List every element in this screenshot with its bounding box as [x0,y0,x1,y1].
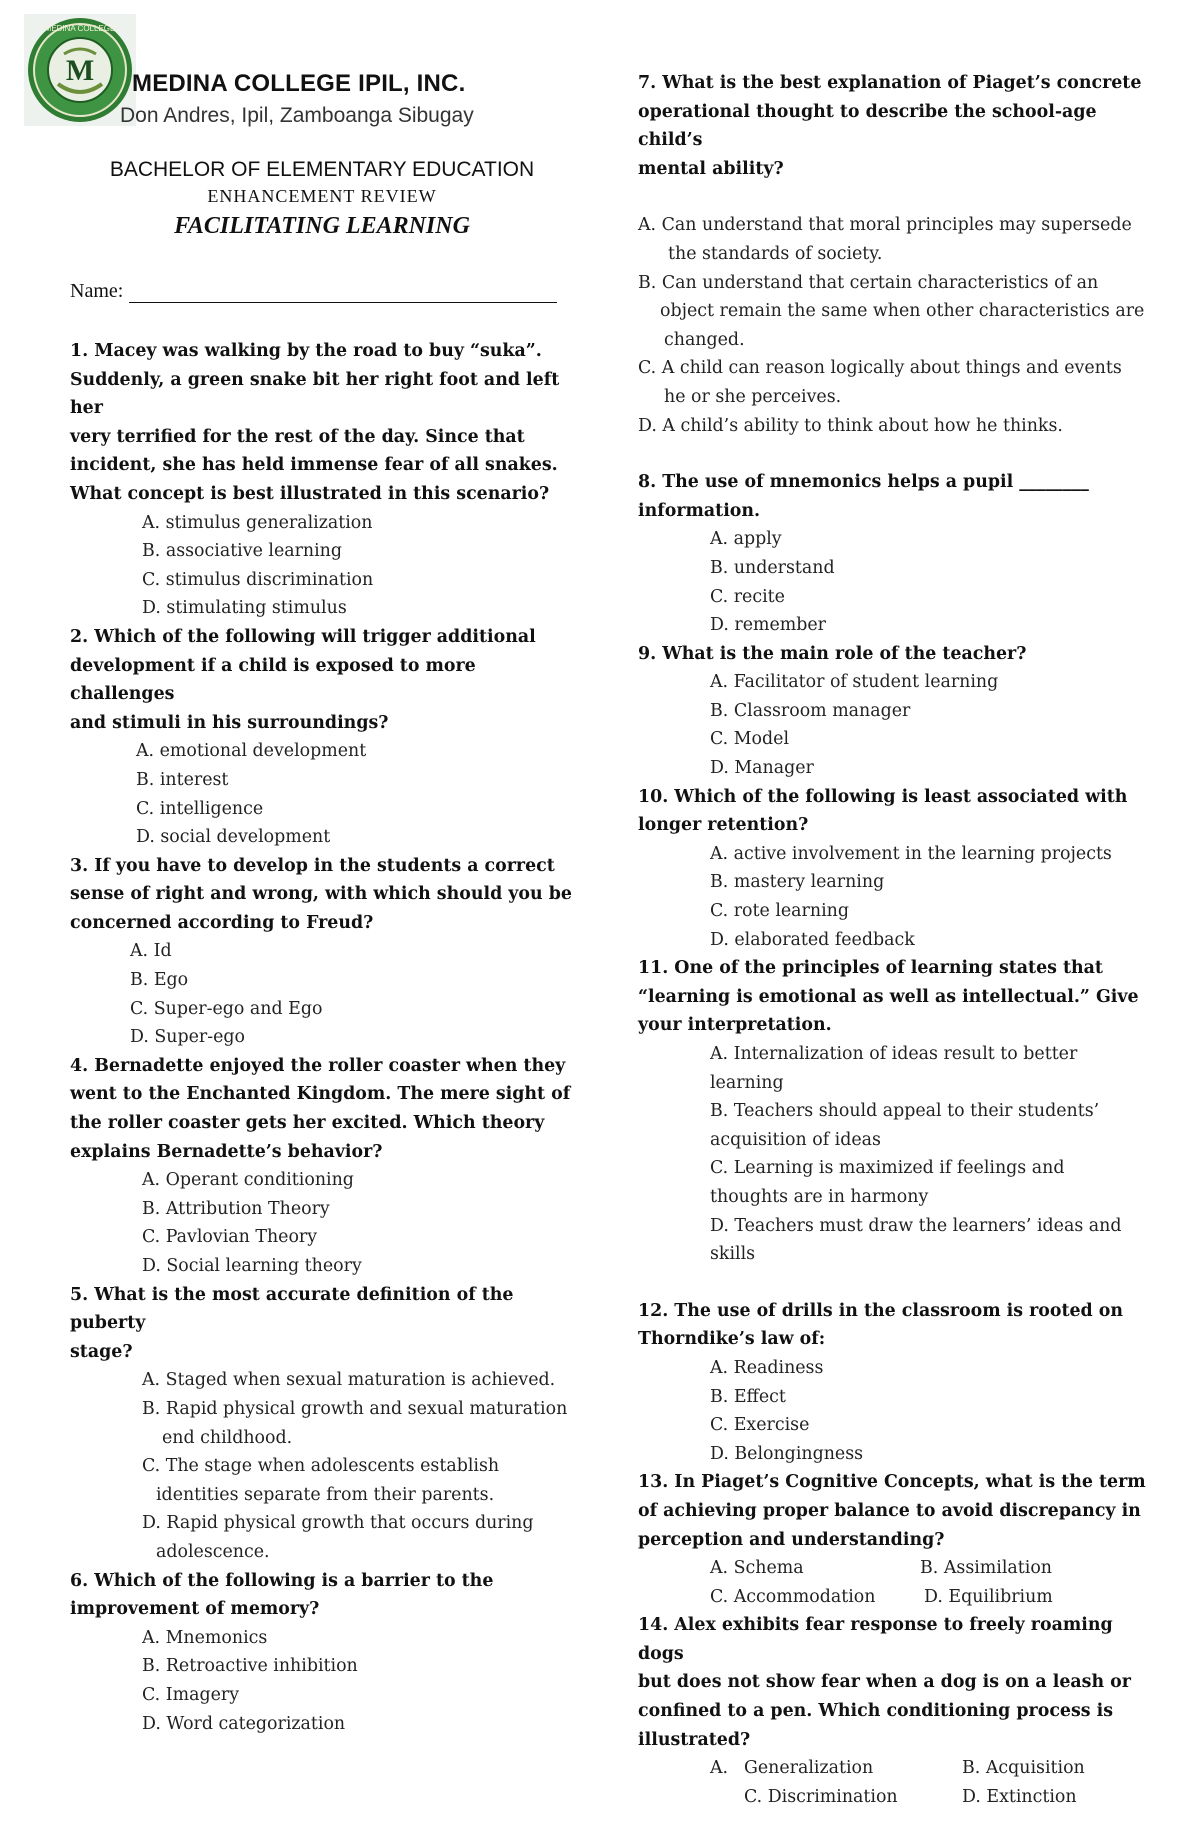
question-4-line: the roller coaster gets her excited. Which theory [70,1113,545,1134]
school-name: MEDINA COLLEGE IPIL, INC. [132,70,466,97]
option-b[interactable]: B. Teachers should appeal to their students’ [710,1101,1100,1122]
option-c[interactable]: C. Accommodation [710,1586,876,1607]
question-3-line: concerned according to Freud? [70,912,374,933]
question-11-line: your interpretation. [638,1015,832,1036]
question-5-line: stage? [70,1341,133,1362]
seal-text: MEDINA COLLEGE [44,24,116,33]
question-7-line: 7. What is the best explanation of Piaget’s concrete [638,73,1142,93]
question-9 [638,640,1148,783]
option-a[interactable]: A. Internalization of ideas result to better [710,1044,1078,1064]
option-b[interactable]: B. Retroactive inhibition [142,1656,358,1677]
option-c[interactable]: C. The stage when adolescents establish [142,1456,500,1477]
option-a[interactable]: Generalization [744,1758,874,1779]
option-a[interactable]: A. Can understand that moral principles may supersede [638,215,1132,236]
question-1-line: What concept is best illustrated in this scenario? [70,483,550,504]
option-b[interactable]: B. Effect [710,1386,786,1407]
question-12-line: Thorndike’s law of: [638,1329,826,1350]
question-8-line: information. [638,500,761,521]
question-7-line: mental ability? [638,158,784,179]
question-13-line: perception and understanding? [638,1529,945,1550]
question-7 [638,69,1148,468]
option-b[interactable]: B. Ego [130,970,189,991]
option-b-continued: object remain the same when other characteristics are [660,301,1145,322]
spacer [638,440,1148,468]
option-a[interactable]: A. emotional development [136,741,367,762]
option-c[interactable]: C. A child can reason logically about things and events [638,358,1122,379]
options-row [744,1783,1148,1812]
school-address: Don Andres, Ipil, Zamboanga Sibugay [120,104,474,127]
spacer [638,1269,1148,1297]
option-d[interactable]: D. Rapid physical growth that occurs during [142,1513,534,1534]
option-b[interactable]: B. Assimilation [920,1558,1053,1579]
question-3-line: sense of right and wrong, with which should you be [70,884,572,905]
option-a[interactable]: A. apply [710,529,782,550]
review-title: ENHANCEMENT REVIEW [207,186,437,206]
option-a-continued: the standards of society. [668,243,883,264]
question-1 [70,337,580,623]
question-9-line: 9. What is the main role of the teacher? [638,643,1027,664]
option-d[interactable]: D. Teachers must draw the learners’ ideas and [710,1215,1122,1236]
question-13-line: 13. In Piaget’s Cognitive Concepts, what is the term [638,1472,1146,1493]
question-10-line: 10. Which of the following is least associated with [638,786,1128,807]
question-11-line: “learning is emotional as well as intellectual.” Give [638,986,1139,1007]
option-c[interactable]: C. Learning is maximized if feelings and [710,1158,1065,1179]
left-column [70,337,580,1738]
question-4-line: explains Bernadette’s behavior? [70,1141,383,1162]
spacer [638,183,1148,211]
option-c[interactable]: C. Super-ego and Ego [130,998,323,1019]
option-a-continued: learning [710,1072,784,1093]
name-field-row [70,280,557,303]
option-c[interactable]: C. Model [710,729,790,750]
question-10 [638,783,1148,955]
option-c[interactable]: C. Pavlovian Theory [142,1227,318,1248]
option-b[interactable]: B. Classroom manager [710,700,911,721]
options-row [710,1583,1148,1612]
option-c[interactable]: C. Discrimination [744,1786,898,1807]
option-d[interactable]: D. Manager [710,758,814,779]
option-d-continued: adolescence. [156,1541,270,1562]
question-6-line: improvement of memory? [70,1599,320,1620]
question-4-line: 4. Bernadette enjoyed the roller coaster when they [70,1055,566,1076]
question-12-line: 12. The use of drills in the classroom is rooted on [638,1300,1124,1321]
option-c[interactable]: C. stimulus discrimination [142,569,374,590]
option-d[interactable]: D. Equilibrium [924,1586,1053,1607]
options-row [710,1554,1148,1583]
question-4-line: went to the Enchanted Kingdom. The mere sight of [70,1084,571,1105]
option-b[interactable]: B. mastery learning [710,872,885,893]
option-d[interactable]: D. elaborated feedback [710,929,915,950]
question-7-line: operational thought to describe the school-age child’s [638,101,1097,151]
question-2-line: and stimuli in his surroundings? [70,712,389,733]
option-b[interactable]: B. Rapid physical growth and sexual maturation [142,1398,568,1419]
question-2-line: 2. Which of the following will trigger additional [70,626,536,647]
question-5-line: 5. What is the most accurate definition of the puberty [70,1284,514,1334]
options-row [710,1754,1148,1783]
option-d[interactable]: D. stimulating stimulus [142,598,347,619]
question-8-line: 8. The use of mnemonics helps a pupil ________ [638,472,1089,493]
option-b[interactable]: B. understand [710,557,835,578]
option-a[interactable]: A. Id [130,941,172,962]
option-a[interactable]: A. Schema [710,1558,804,1579]
option-b[interactable]: B. Attribution Theory [142,1198,330,1219]
option-b-continued: changed. [664,329,745,350]
question-4 [70,1052,580,1281]
option-b-continued: acquisition of ideas [710,1129,881,1150]
option-c[interactable]: C. Exercise [710,1415,810,1436]
option-c-continued: he or she perceives. [664,386,842,407]
name-blank-line[interactable] [129,280,557,303]
question-1-line: very terrified for the rest of the day. Since that [70,426,525,447]
question-13-line: of achieving proper balance to avoid discrepancy in [638,1500,1141,1521]
question-14 [638,1611,1148,1811]
option-d[interactable]: D. social development [136,827,331,848]
option-c[interactable]: C. rote learning [710,901,849,922]
question-12 [638,1297,1148,1469]
option-a[interactable]: A. Operant conditioning [142,1170,354,1191]
option-d[interactable]: D. Word categorization [142,1713,346,1734]
subject-title: FACILITATING LEARNING [174,213,470,239]
option-b[interactable]: B. interest [136,769,229,790]
option-c-continued: thoughts are in harmony [710,1186,929,1207]
option-d[interactable]: D. Super-ego [130,1027,246,1048]
option-c-continued: identities separate from their parents. [156,1484,495,1505]
option-d[interactable]: D. Social learning theory [142,1256,362,1276]
question-14-line: 14. Alex exhibits fear response to freely roaming dogs [638,1615,1113,1664]
question-2 [70,623,580,852]
option-d[interactable]: D. remember [710,615,826,636]
option-d[interactable]: D. A child’s ability to think about how he thinks. [638,415,1063,436]
option-b[interactable]: B. Acquisition [962,1758,1085,1779]
option-a[interactable]: A. Readiness [710,1357,824,1378]
question-11 [638,954,1148,1297]
question-5 [70,1281,580,1567]
question-14-line: but does not show fear when a dog is on a leash or [638,1672,1131,1693]
question-14-line: confined to a pen. Which conditioning process is [638,1701,1114,1722]
question-2-line: development if a child is exposed to more challenges [70,655,476,705]
option-d[interactable]: D. Belongingness [710,1443,864,1464]
question-1-line: incident, she has held immense fear of all snakes. [70,455,558,476]
seal-letter: M [65,54,95,87]
question-1-line: 1. Macey was walking by the road to buy “suka”. [70,341,542,361]
option-b[interactable]: B. Can understand that certain characteristics of an [638,272,1099,293]
question-6 [70,1567,580,1739]
option-a-letter[interactable]: A. [710,1758,729,1779]
option-c[interactable]: C. intelligence [136,798,264,819]
option-a[interactable]: A. Staged when sexual maturation is achieved. [142,1370,556,1391]
option-a[interactable]: A. Facilitator of student learning [710,672,999,693]
option-b-continued: end childhood. [162,1427,293,1448]
question-14-line: illustrated? [638,1729,751,1750]
question-13 [638,1468,1148,1611]
question-3-line: 3. If you have to develop in the students a correct [70,855,555,876]
question-1-line: Suddenly, a green snake bit her right foot and left her [70,369,560,419]
question-8 [638,468,1148,640]
option-a[interactable]: A. active involvement in the learning projects [710,843,1112,864]
option-a[interactable]: A. stimulus generalization [142,512,373,533]
option-c[interactable]: C. Imagery [142,1684,240,1705]
question-6-line: 6. Which of the following is a barrier to the [70,1570,494,1591]
option-d-continued: skills [710,1244,756,1265]
option-b[interactable]: B. associative learning [142,541,343,562]
right-column [638,69,1148,1811]
name-label: Name: [70,280,124,302]
question-11-line: 11. One of the principles of learning states that [638,958,1103,979]
program-title: BACHELOR OF ELEMENTARY EDUCATION [109,158,535,181]
question-3 [70,852,580,1052]
option-d[interactable]: D. Extinction [962,1786,1077,1807]
question-10-line: longer retention? [638,815,809,836]
option-a[interactable]: A. Mnemonics [142,1627,268,1648]
option-c[interactable]: C. recite [710,586,785,607]
